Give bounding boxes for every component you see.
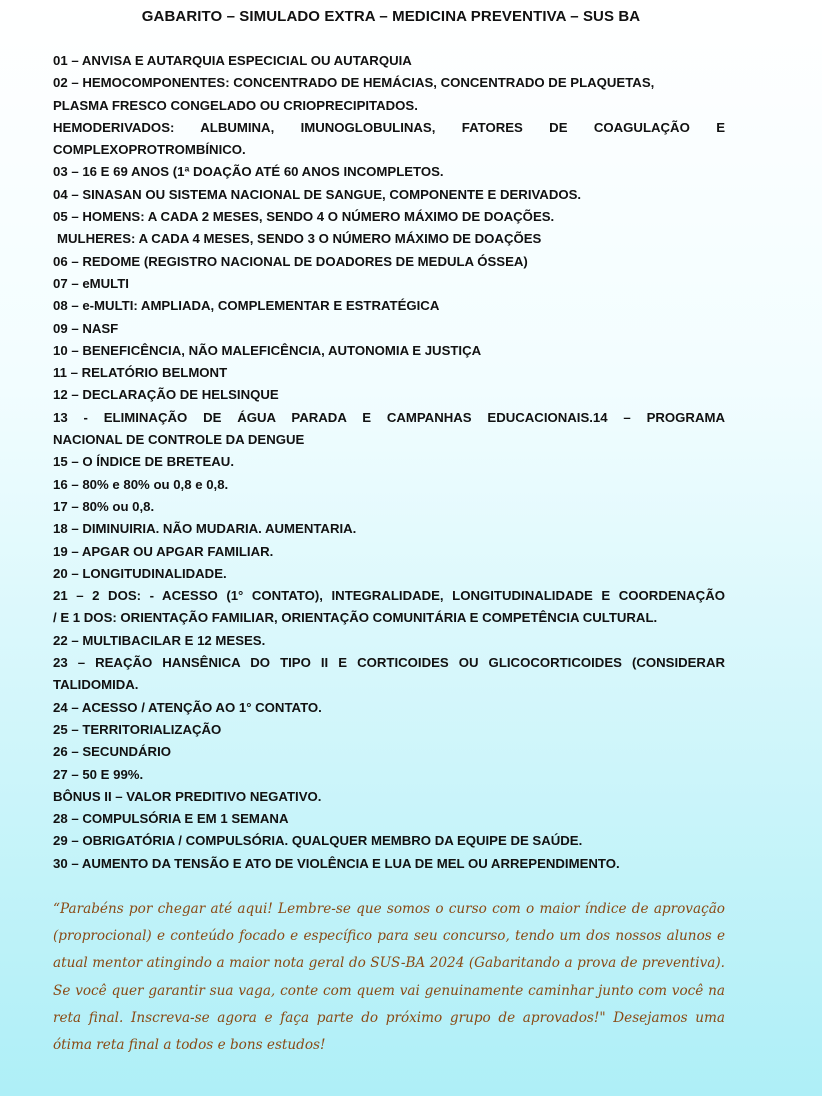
answer-line: MULHERES: A CADA 4 MESES, SENDO 3 O NÚMERO MÁXIMO DE DOAÇÕES — [57, 231, 542, 247]
answer-line: 11 – RELATÓRIO BELMONT — [53, 365, 228, 381]
answer-line: 06 – REDOME (REGISTRO NACIONAL DE DOADORES DE MEDULA ÓSSEA) — [53, 253, 528, 269]
answer-key-list — [53, 50, 725, 875]
answer-line: 04 – SINASAN OU SISTEMA NACIONAL DE SANGUE, COMPONENTE E DERIVADOS. — [53, 186, 582, 202]
closing-message: “Parabéns por chegar até aqui! Lembre-se que somos o curso com o maior índice de aprovação (proprocional) e conteúdo focado e específico para seu concurso, tendo um dos nossos alunos e atual mentor atingindo a maior nota geral do SUS-BA 2024 (Gabaritando a prova de preventiva). Se você quer garantir sua vaga, conte com quem vai genuinamente caminhar junto com você na reta final. Inscreva-se agora e faça parte do próximo grupo de aprovados!" Desejamos uma ótima reta final a todos e bons estudos! — [53, 901, 725, 1054]
answer-line: 16 – 80% e 80% ou 0,8 e 0,8. — [53, 476, 229, 492]
answer-line: 26 – SECUNDÁRIO — [53, 744, 171, 760]
answer-line: 13 - ELIMINAÇÃO DE ÁGUA PARADA E CAMPANHAS EDUCACIONAIS.14 – PROGRAMA — [53, 409, 725, 425]
answer-line: 05 – HOMENS: A CADA 2 MESES, SENDO 4 O NÚMERO MÁXIMO DE DOAÇÕES. — [53, 209, 555, 225]
answer-line: 01 – ANVISA E AUTARQUIA ESPECICIAL OU AUTARQUIA — [53, 53, 412, 68]
answer-line: TALIDOMIDA. — [53, 677, 139, 693]
answer-line: 25 – TERRITORIALIZAÇÃO — [53, 721, 222, 737]
page-title — [0, 8, 822, 25]
answer-line: 27 – 50 E 99%. — [53, 766, 144, 782]
answer-line: 18 – DIMINUIRIA. NÃO MUDARIA. AUMENTARIA. — [53, 521, 357, 537]
page-title-text: GABARITO – SIMULADO EXTRA – MEDICINA PREVENTIVA – SUS BA — [141, 8, 641, 25]
answer-line: NACIONAL DE CONTROLE DA DENGUE — [53, 432, 305, 448]
answer-line: COMPLEXOPROTROMBÍNICO. — [53, 142, 246, 158]
answer-line: 15 – O ÍNDICE DE BRETEAU. — [53, 454, 234, 470]
answer-line: / E 1 DOS: ORIENTAÇÃO FAMILIAR, ORIENTAÇÃO COMUNITÁRIA E COMPETÊNCIA CULTURAL. — [53, 610, 658, 626]
answer-line: 21 – 2 DOS: - ACESSO (1° CONTATO), INTEGRALIDADE, LONGITUDINALIDADE E COORDENAÇÃO — [53, 588, 725, 604]
answer-line: 07 – eMULTI — [53, 275, 129, 291]
answer-line: 08 – e-MULTI: AMPLIADA, COMPLEMENTAR E ESTRATÉGICA — [53, 298, 440, 314]
answer-line: 03 – 16 E 69 ANOS (1ª DOAÇÃO ATÉ 60 ANOS INCOMPLETOS. — [53, 164, 444, 180]
answer-line: 30 – AUMENTO DA TENSÃO E ATO DE VIOLÊNCIA E LUA DE MEL OU ARREPENDIMENTO. — [53, 855, 620, 871]
answer-line: 28 – COMPULSÓRIA E EM 1 SEMANA — [53, 811, 289, 827]
answer-line: 29 – OBRIGATÓRIA / COMPULSÓRIA. QUALQUER MEMBRO DA EQUIPE DE SAÚDE. — [53, 833, 583, 849]
answer-line: 10 – BENEFICÊNCIA, NÃO MALEFICÊNCIA, AUTONOMIA E JUSTIÇA — [53, 342, 482, 358]
answer-line: BÔNUS II – VALOR PREDITIVO NEGATIVO. — [53, 788, 322, 804]
answer-line: 22 – MULTIBACILAR E 12 MESES. — [53, 632, 266, 648]
answer-line: 09 – NASF — [53, 320, 119, 336]
answer-line: 20 – LONGITUDINALIDADE. — [53, 565, 227, 581]
answer-line: 12 – DECLARAÇÃO DE HELSINQUE — [53, 387, 279, 403]
answer-line: HEMODERIVADOS: ALBUMINA, IMUNOGLOBULINAS, FATORES DE COAGULAÇÃO E — [53, 119, 725, 135]
answer-line: 19 – APGAR OU APGAR FAMILIAR. — [53, 543, 274, 559]
answer-line: 02 – HEMOCOMPONENTES: CONCENTRADO DE HEMÁCIAS, CONCENTRADO DE PLAQUETAS, — [53, 75, 655, 91]
answer-line: 24 – ACESSO / ATENÇÃO AO 1° CONTATO. — [53, 699, 322, 715]
answer-line: 17 – 80% ou 0,8. — [53, 498, 155, 514]
answer-line: PLASMA FRESCO CONGELADO OU CRIOPRECIPITADOS. — [53, 97, 418, 113]
answer-line: 23 – REAÇÃO HANSÊNICA DO TIPO II E CORTICOIDES OU GLICOCORTICOIDES (CONSIDERAR — [53, 655, 725, 671]
